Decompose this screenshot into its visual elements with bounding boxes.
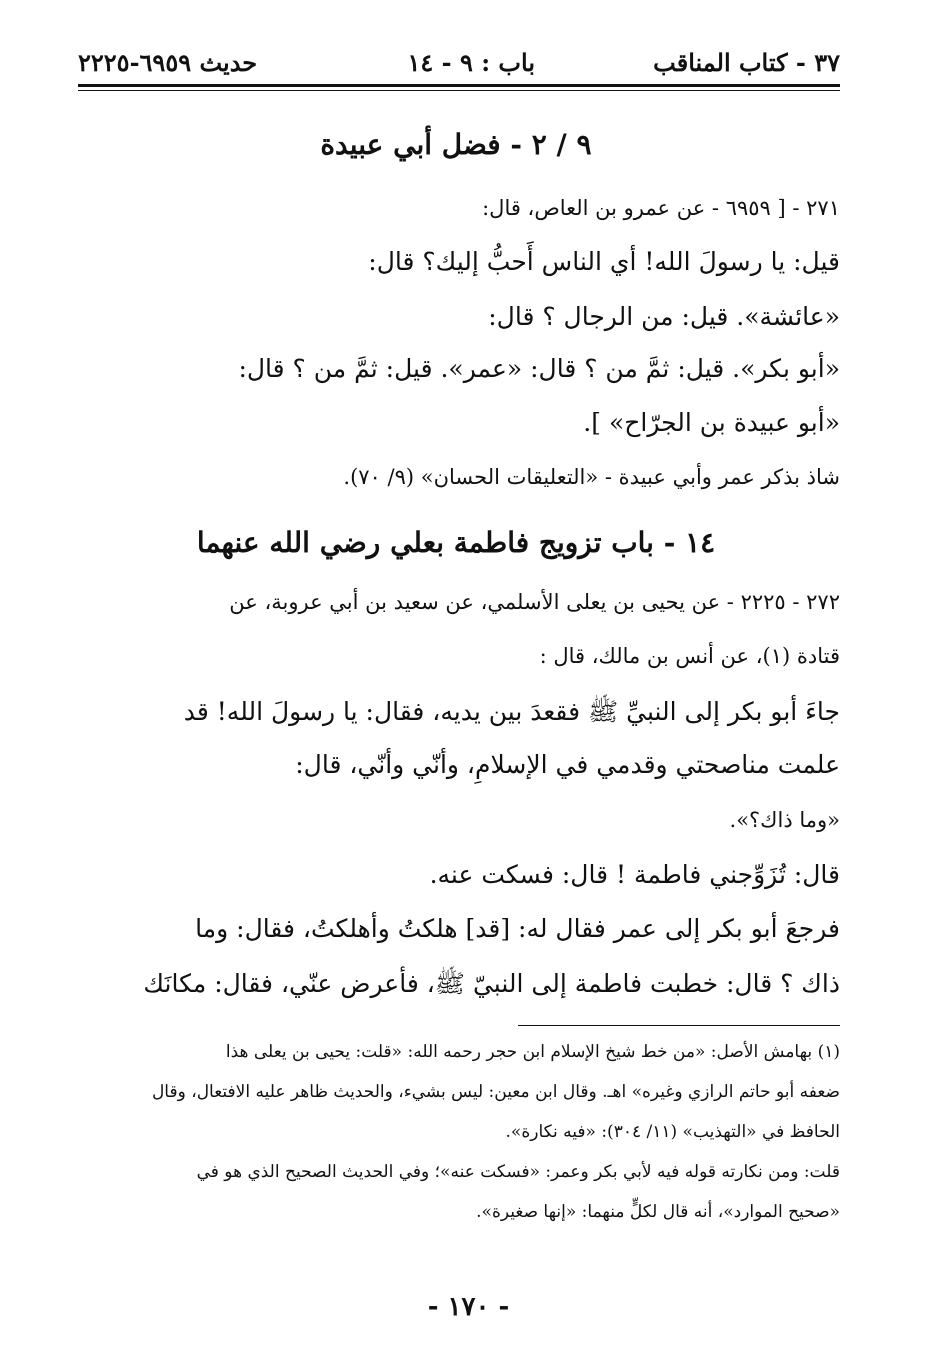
hadith-272-line: قال: تُزَوِّجني فاطمة ! قال: فسكت عنه.	[429, 860, 840, 889]
hadith-271-grading: شاذ بذكر عمر وأبي عبيدة - «التعليقات الحسان» (٩/ ٧٠).	[343, 465, 840, 489]
hadith-272-line: «وما ذاك؟».	[729, 808, 840, 832]
header-hadith-range: حديث ٦٩٥٩-٢٢٢٥	[78, 48, 258, 77]
page-number: - ١٧٠ -	[427, 1292, 510, 1322]
footnote-line: ضعفه أبو حاتم الرازي وغيره» اهـ. وقال ابن معين: ليس بشيء، والحديث ظاهر عليه الافتعال، وقال	[151, 1082, 840, 1102]
footnote-line: «صحيح الموارد»، أنه قال لكلٍّ منهما: «إنها صغيرة».	[476, 1202, 840, 1222]
hadith-271-line: «عائشة». قيل: من الرجال ؟ قال:	[488, 302, 840, 331]
hadith-272-line: فرجعَ أبو بكر إلى عمر فقال له: [قد] هلكتُ وأهلكتُ، فقال: وما	[195, 914, 840, 943]
section-heading-marriage-fatima: ١٤ - باب تزويج فاطمة بعلي رضي الله عنهما	[196, 526, 716, 559]
hadith-271-line: «أبو بكر». قيل: ثمَّ من ؟ قال: «عمر». قيل: ثمَّ من ؟ قال:	[238, 354, 840, 383]
section-heading-abu-ubayda: ٩ / ٢ - فضل أبي عبيدة	[320, 128, 592, 161]
hadith-272-line: ذاك ؟ قال: خطبت فاطمة إلى النبيّ ﷺ، فأعرض عنّي، فقال: مكانَك	[143, 969, 840, 998]
footnote-line: (١) بهامش الأصل: «من خط شيخ الإسلام ابن حجر رحمه الله: «قلت: يحيى بن يعلى هذا	[225, 1042, 840, 1062]
hadith-271-line: «أبو عبيدة بن الجرّاح» ].	[583, 408, 840, 437]
footnote-separator	[518, 1025, 840, 1026]
hadith-272-line: جاءَ أبو بكر إلى النبيِّ ﷺ فقعدَ بين يديه، فقال: يا رسولَ الله! قد	[183, 697, 840, 726]
hadith-272-intro-cont: قتادة (١)، عن أنس بن مالك، قال :	[539, 644, 840, 668]
hadith-271-intro: ٢٧١ - [ ٦٩٥٩ - عن عمرو بن العاص، قال:	[482, 196, 840, 220]
hadith-271-line: قيل: يا رسولَ الله! أي الناس أَحبُّ إليك؟ قال:	[368, 247, 840, 276]
header-rule-thick	[78, 84, 840, 87]
hadith-272-line: علمت مناصحتي وقدمي في الإسلامِ، وأنّي وأنّي، قال:	[295, 750, 840, 779]
hadith-272-intro: ٢٧٢ - ٢٢٢٥ - عن يحيى بن يعلى الأسلمي، عن سعيد بن أبي عروبة، عن	[229, 590, 840, 614]
header-chapter: باب : ٩ - ١٤	[407, 48, 535, 77]
footnote-line: الحافظ في «التهذيب» (١١/ ٣٠٤): «فيه نكارة».	[505, 1122, 840, 1142]
footnote-line: قلت: ومن نكارته قوله فيه لأبي بكر وعمر: «فسكت عنه»؛ وفي الحديث الصحيح الذي هو في	[196, 1162, 840, 1182]
running-header	[78, 44, 840, 84]
header-rule-thin	[78, 90, 840, 91]
header-book-title: ٣٧ - كتاب المناقب	[653, 48, 840, 77]
